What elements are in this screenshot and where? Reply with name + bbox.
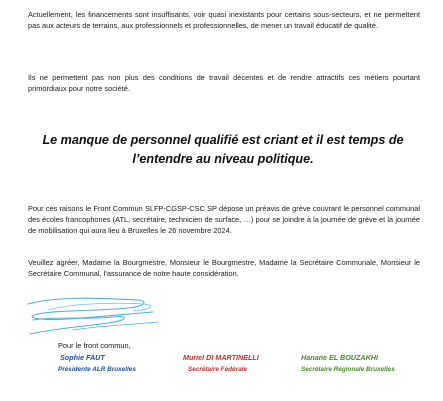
paragraph-closing: Veuillez agréer, Madame la Bourgmestre, Monsieur le Bourgmestre, Madame la Secrétaire Communale, Monsieur le Secrétaire Communal, l’assurance de notre haute considération. — [28, 258, 420, 279]
signer-role: Secrétaire Régionale Bruxelles — [301, 366, 395, 373]
signer-role: Secrétaire Fédérale — [188, 366, 247, 373]
paragraph-funding: Actuellement, les financements sont insuffisants, voir quasi inexistants pour certains sous-secteurs, et ne permettent pas aux acteurs de terrains, aux professionnels et professionnelles, de mener un travail éducatif de qualité. — [28, 10, 420, 31]
signature-intro: Pour le front commun, — [58, 341, 131, 350]
handwritten-signature — [18, 290, 168, 340]
signer-name: Hanane EL BOUZAKHI — [301, 353, 378, 362]
paragraph-working-conditions: Ils ne permettent pas non plus des conditions de travail décentes et de rendre attractifs ces métiers pourtant primordiaux pour notre société. — [28, 73, 420, 94]
headline: Le manque de personnel qualifié est criant et il est temps de l’entendre au niveau politique. — [42, 133, 404, 166]
signer-name: Sophie FAUT — [60, 353, 105, 362]
signer-name: Muriel DI MARTINELLI — [183, 353, 259, 362]
paragraph-strike-notice: Pour ces raisons le Front Commun SLFP-CGSP-CSC SP dépose un préavis de grève couvrant le personnel communal des écoles francophones (ATL, secrétaire, technicien de surface, …) pour se joindre à la journée de grève et la journée de mobilisation qui aura lieu à Bruxelles le 26 novembre 2024. — [28, 204, 420, 236]
signer-role: Présidente ALR Bruxelles — [58, 366, 136, 373]
